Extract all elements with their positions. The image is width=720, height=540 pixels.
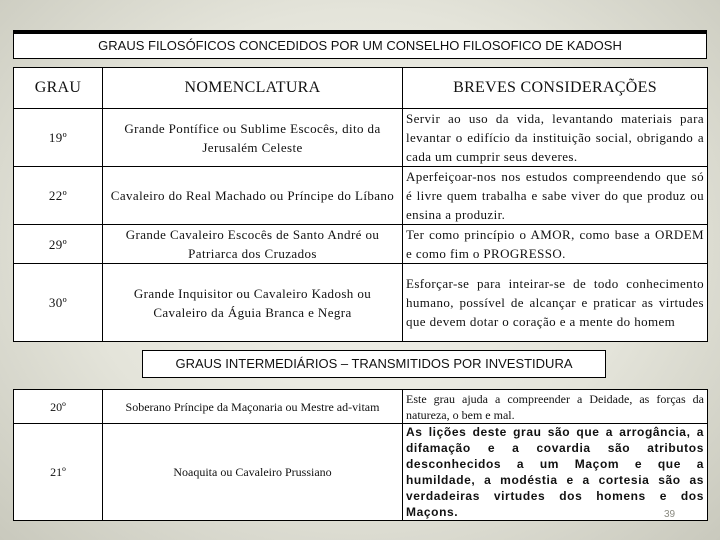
header-consideracoes: BREVES CONSIDERAÇÕES: [403, 68, 708, 109]
consideracoes-cell: As lições deste grau são que a arrogância, a difamação e a covardia são atributos desconhecidos a um Maçom e que a humildade, a modéstia e a cortesia são as verdadeiras virtudes dos homens e dos Maçons.: [403, 424, 708, 521]
nomenclatura-cell: Cavaleiro do Real Machado ou Príncipe do Líbano: [103, 167, 403, 225]
page-number: 39: [664, 509, 676, 520]
grau-cell: 29º: [14, 225, 103, 264]
table-row: [14, 109, 708, 167]
table-row: [14, 225, 708, 264]
nomenclatura-cell: Grande Inquisitor ou Cavaleiro Kadosh ou Cavaleiro da Águia Branca e Negra: [103, 264, 403, 342]
grau-cell: 19º: [14, 109, 103, 167]
consideracoes-cell: Aperfeiçoar-nos nos estudos compreendendo que só é livre quem trabalha e sabe viver do que produz ou ensina a produzir.: [403, 167, 708, 225]
table-row: [14, 264, 708, 342]
grau-cell: 30º: [14, 264, 103, 342]
grau-cell: 22º: [14, 167, 103, 225]
nomenclatura-cell: Grande Pontífice ou Sublime Escocês, dito da Jerusalém Celeste: [103, 109, 403, 167]
grau-cell: 20º: [14, 390, 103, 424]
table-row: [14, 424, 708, 521]
table-header-row: [14, 68, 708, 109]
nomenclatura-cell: Grande Cavaleiro Escocês de Santo André ou Patriarca dos Cruzados: [103, 225, 403, 264]
consideracoes-cell: Servir ao uso da vida, levantando materiais para levantar o edifício da instituição social, obrigando a cada um cumprir seus deveres.: [403, 109, 708, 167]
consideracoes-cell: Este grau ajuda a compreender a Deidade, as forças da natureza, o bem e mal.: [403, 390, 708, 424]
header-grau: GRAU: [14, 68, 103, 109]
intermediate-degrees-title: GRAUS INTERMEDIÁRIOS – TRANSMITIDOS POR INVESTIDURA: [142, 350, 606, 378]
table-row: [14, 390, 708, 424]
header-nomenclatura: NOMENCLATURA: [103, 68, 403, 109]
nomenclatura-cell: Noaquita ou Cavaleiro Prussiano: [103, 424, 403, 521]
consideracoes-cell: Esforçar-se para inteirar-se de todo conhecimento humano, possível de alcançar e praticar as virtudes que devem dotar o coração e a mente do homem: [403, 264, 708, 342]
intermediate-degrees-table: [13, 389, 708, 521]
page-title: GRAUS FILOSÓFICOS CONCEDIDOS POR UM CONSELHO FILOSOFICO DE KADOSH: [13, 33, 707, 59]
nomenclatura-cell: Soberano Príncipe da Maçonaria ou Mestre ad-vitam: [103, 390, 403, 424]
grau-cell: 21º: [14, 424, 103, 521]
table-row: [14, 167, 708, 225]
consideracoes-cell: Ter como princípio o AMOR, como base a ORDEM e como fim o PROGRESSO.: [403, 225, 708, 264]
philosophical-degrees-table: [13, 67, 708, 342]
